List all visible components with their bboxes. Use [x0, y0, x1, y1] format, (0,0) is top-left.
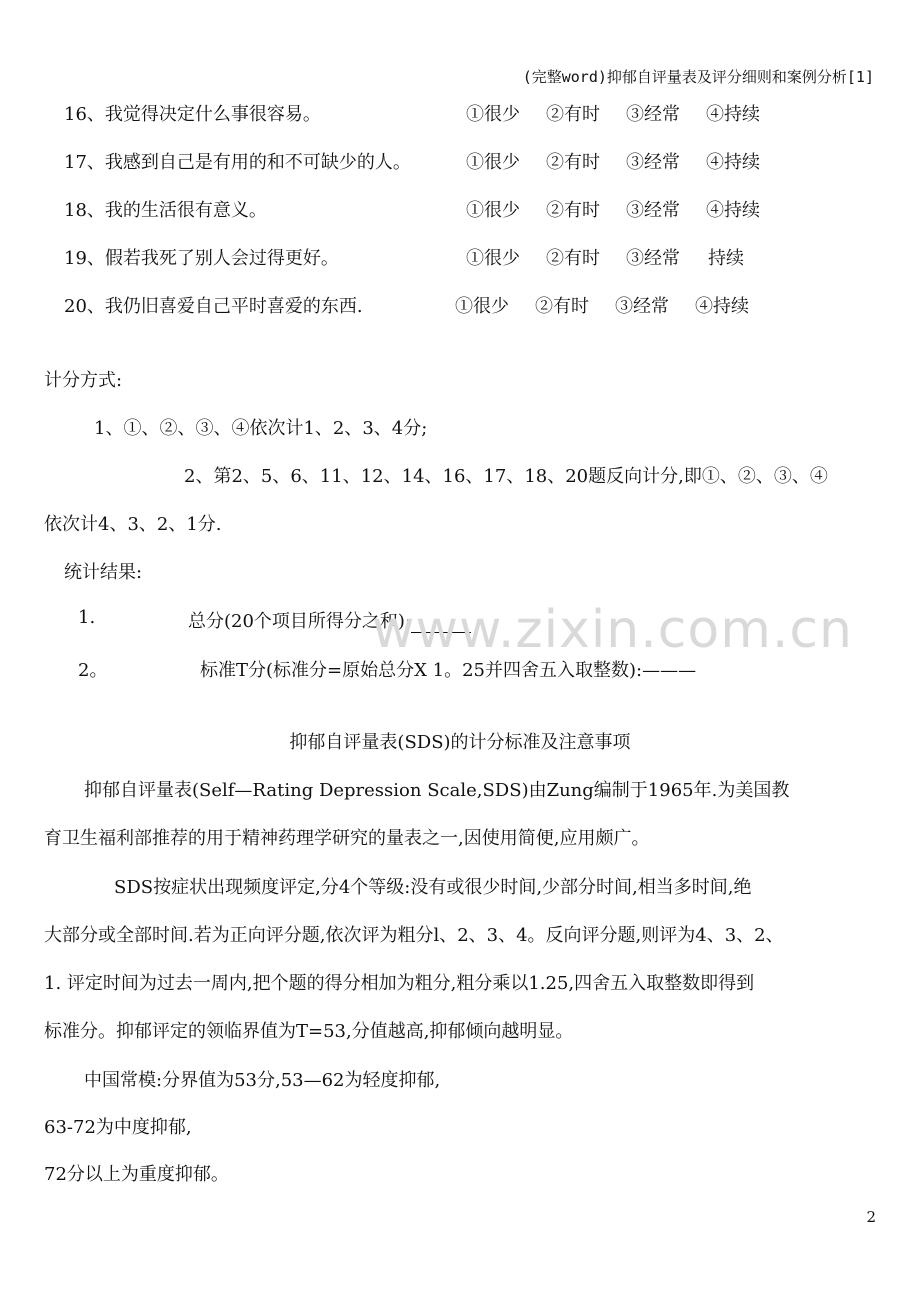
- scoring-rule-2-cont: 依次计4、3、2、1分.: [44, 514, 222, 535]
- norm-line-2: 63-72为中度抑郁,: [44, 1117, 192, 1138]
- paragraph-1-line-1: 抑郁自评量表(Self—Rating Depression Scale,SDS)由Zung编制于1965年.为美国教: [84, 780, 790, 801]
- paragraph-1-line-2: 育卫生福利部推荐的用于精神药理学研究的量表之一,因使用简便,应用颇广。: [44, 828, 650, 849]
- question-19: 19、假若我死了别人会过得更好。: [64, 248, 339, 269]
- result-item-1-number: 1.: [78, 607, 96, 628]
- scoring-heading: 计分方式:: [44, 370, 123, 391]
- option-2: ②有时: [546, 248, 600, 269]
- question-17: 17、我感到自己是有用的和不可缺少的人。: [64, 152, 411, 173]
- result-item-1-label: 总分(20个项目所得分之和):: [188, 611, 412, 632]
- results-heading: 统计结果:: [64, 562, 143, 583]
- page-number: 2: [866, 1208, 876, 1226]
- option-4: ④持续: [706, 104, 760, 125]
- option-4: ④持续: [706, 200, 760, 221]
- norm-line-1: 中国常模:分界值为53分,53—62为轻度抑郁,: [84, 1070, 441, 1091]
- section-title: 抑郁自评量表(SDS)的计分标准及注意事项: [289, 732, 631, 753]
- option-2: ②有时: [546, 104, 600, 125]
- option-2: ②有时: [546, 200, 600, 221]
- watermark: www.zixin.com.cn: [372, 600, 853, 660]
- option-3: ③经常: [626, 104, 680, 125]
- option-4: ④持续: [695, 296, 749, 317]
- question-18: 18、我的生活很有意义。: [64, 200, 267, 221]
- scoring-rule-1: 1、①、②、③、④依次计1、2、3、4分;: [94, 418, 428, 439]
- option-3: ③经常: [615, 296, 669, 317]
- norm-line-3: 72分以上为重度抑郁。: [44, 1164, 229, 1185]
- question-16: 16、我觉得决定什么事很容易。: [64, 104, 321, 125]
- scoring-rule-2: 2、第2、5、6、11、12、14、16、17、18、20题反向计分,即①、②、③、④: [184, 466, 828, 487]
- option-1: ①很少: [466, 248, 520, 269]
- paragraph-2-line-2: 大部分或全部时间.若为正向评分题,依次评为粗分l、2、3、4。反向评分题,则评为4、3、2、: [44, 925, 784, 946]
- option-3: ③经常: [626, 248, 680, 269]
- option-1: ①很少: [466, 152, 520, 173]
- paragraph-2-line-1: SDS按症状出现频度评定,分4个等级:没有或很少时间,少部分时间,相当多时间,绝: [114, 877, 752, 898]
- question-20: 20、我仍旧喜爱自己平时喜爱的东西.: [64, 296, 363, 317]
- option-1: ①很少: [466, 200, 520, 221]
- option-2: ②有时: [535, 296, 589, 317]
- paragraph-2-line-3: 1. 评定时间为过去一周内,把个题的得分相加为粗分,粗分乘以1.25,四舍五入取整数即得到: [44, 973, 755, 994]
- option-1: ①很少: [455, 296, 509, 317]
- result-item-2-number: 2。: [78, 660, 108, 681]
- paragraph-2-line-4: 标准分。抑郁评定的领临界值为T=53,分值越高,抑郁倾向越明显。: [44, 1021, 574, 1042]
- option-4: ④持续: [706, 152, 760, 173]
- option-1: ①很少: [466, 104, 520, 125]
- option-3: ③经常: [626, 152, 680, 173]
- result-item-2: 标准T分(标准分=原始总分X 1。25并四舍五入取整数):———: [200, 660, 697, 681]
- option-2: ②有时: [546, 152, 600, 173]
- page-header: (完整word)抑郁自评量表及评分细则和案例分析[1]: [522, 68, 874, 86]
- option-3: ③经常: [626, 200, 680, 221]
- option-4: 持续: [708, 248, 744, 269]
